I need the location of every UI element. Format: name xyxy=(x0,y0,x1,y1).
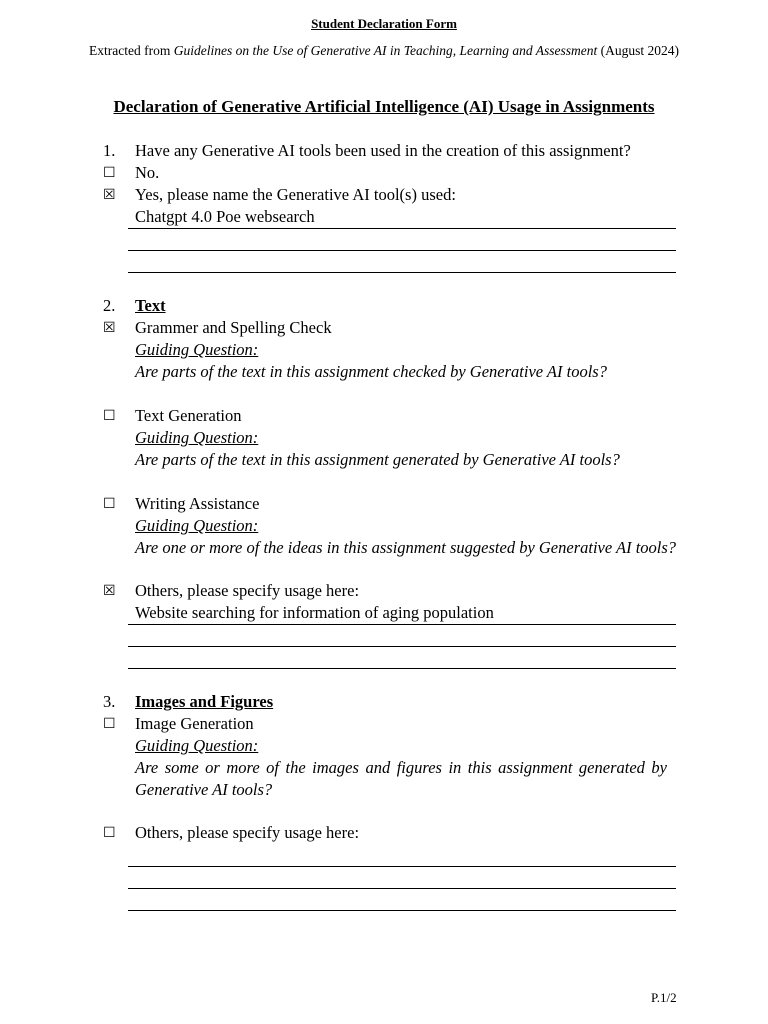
answer-line xyxy=(128,228,676,229)
checkbox-unchecked-icon[interactable]: ☐ xyxy=(103,408,116,424)
answer-line[interactable] xyxy=(128,888,676,889)
checkbox-checked-icon[interactable]: ☒ xyxy=(103,583,116,599)
answer-line[interactable] xyxy=(128,668,676,669)
answer-line[interactable] xyxy=(128,910,676,911)
q1-option-yes-label: Yes, please name the Generative AI tool(s) used: xyxy=(135,185,456,204)
answer-line[interactable] xyxy=(128,250,676,251)
source-date: (August 2024) xyxy=(597,43,679,58)
q1-answer-field[interactable]: Chatgpt 4.0 Poe websearch xyxy=(135,207,315,226)
q2-option-grammar-label: Grammer and Spelling Check xyxy=(135,318,332,337)
guiding-question-label: Guiding Question: xyxy=(135,736,259,755)
q2-option-others-label: Others, please specify usage here: xyxy=(135,581,360,600)
guiding-question-text: Are some or more of the images and figures in this assignment generated by Generative AI tools? xyxy=(135,758,667,799)
page-number: P.1/2 xyxy=(651,990,677,1005)
q2-others-answer-field[interactable]: Website searching for information of aging population xyxy=(135,603,494,622)
checkbox-unchecked-icon[interactable]: ☐ xyxy=(103,716,116,732)
checkbox-unchecked-icon[interactable]: ☐ xyxy=(103,165,116,181)
q2-number: 2. xyxy=(103,296,116,315)
guiding-question-label: Guiding Question: xyxy=(135,428,259,447)
answer-line xyxy=(128,624,676,625)
answer-line[interactable] xyxy=(128,866,676,867)
q2-option-writing-assistance-label: Writing Assistance xyxy=(135,494,260,513)
guiding-question-text: Are parts of the text in this assignment generated by Generative AI tools? xyxy=(135,450,620,469)
checkbox-unchecked-icon[interactable]: ☐ xyxy=(103,825,116,841)
q1-number: 1. xyxy=(103,141,116,160)
form-header-title: Student Declaration Form xyxy=(311,16,457,31)
source-guideline-title: Guidelines on the Use of Generative AI in Teaching, Learning and Assessment xyxy=(173,43,598,58)
checkbox-checked-icon[interactable]: ☒ xyxy=(103,187,116,203)
guiding-question-label: Guiding Question: xyxy=(135,340,259,359)
q3-option-image-generation-label: Image Generation xyxy=(135,714,254,733)
guiding-question-text: Are parts of the text in this assignment checked by Generative AI tools? xyxy=(135,362,607,381)
q2-heading: Text xyxy=(135,296,166,315)
answer-line[interactable] xyxy=(128,272,676,273)
q2-option-text-generation-label: Text Generation xyxy=(135,406,242,425)
guiding-question-text: Are one or more of the ideas in this assignment suggested by Generative AI tools? xyxy=(135,538,677,557)
guiding-question-label: Guiding Question: xyxy=(135,516,259,535)
q1-question: Have any Generative AI tools been used in the creation of this assignment? xyxy=(135,141,631,160)
checkbox-checked-icon[interactable]: ☒ xyxy=(103,320,116,336)
source-prefix: Extracted from xyxy=(89,43,174,58)
q3-option-others-label: Others, please specify usage here: xyxy=(135,823,360,842)
answer-line[interactable] xyxy=(128,646,676,647)
form-source-line xyxy=(0,43,768,59)
q1-option-no-label: No. xyxy=(135,163,160,182)
declaration-title: Declaration of Generative Artificial Intelligence (AI) Usage in Assignments xyxy=(113,97,655,116)
q3-number: 3. xyxy=(103,692,116,711)
checkbox-unchecked-icon[interactable]: ☐ xyxy=(103,496,116,512)
q3-heading: Images and Figures xyxy=(135,692,274,711)
